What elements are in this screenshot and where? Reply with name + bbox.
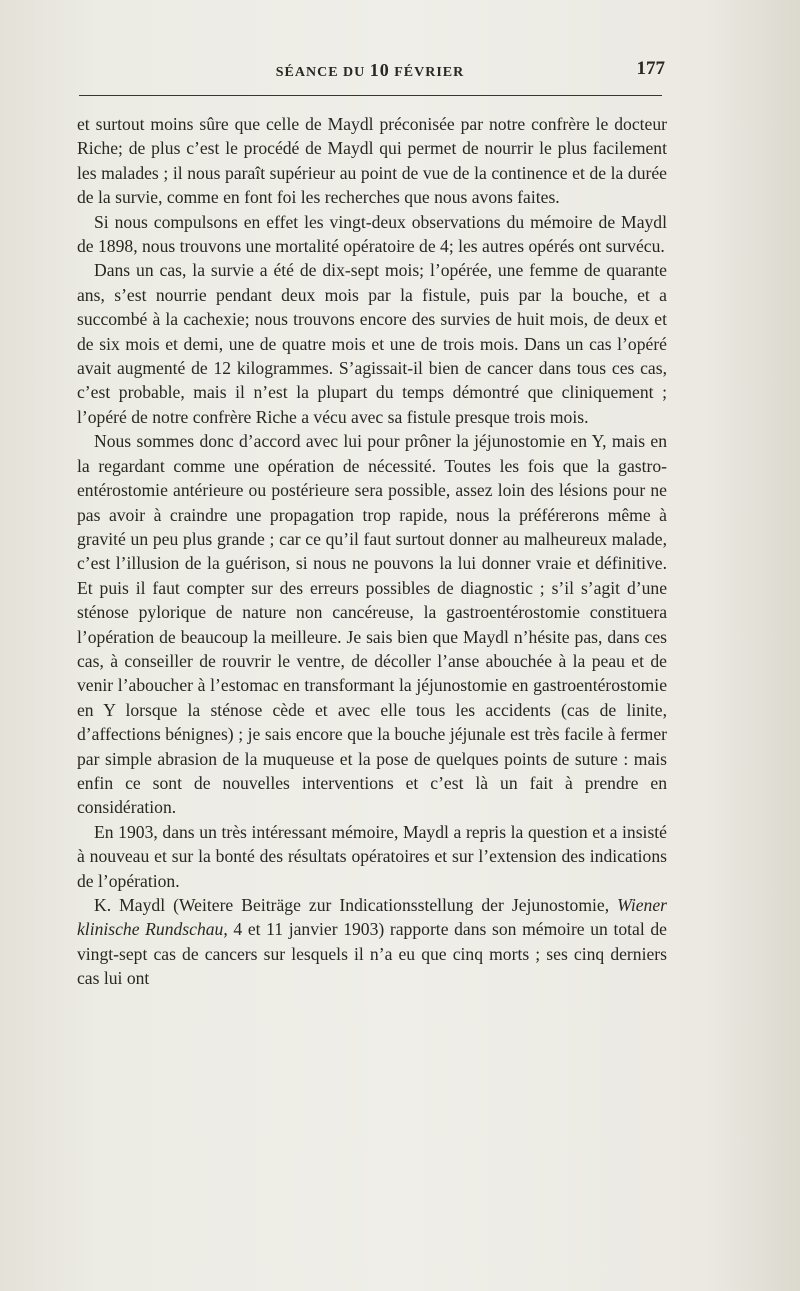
paragraph-1: et surtout moins sûre que celle de Maydl préconisée par notre confrère le docteur Riche; de plus c’est le procédé de Maydl qui permet de nourrir le plus facilement les malades ; il nous paraît supérieur au point de vue de la continence et de la durée de la survie, comme en font foi les recherches que nous avons faites.	[77, 114, 667, 208]
body-text	[77, 112, 667, 991]
paragraph-5: En 1903, dans un très intéressant mémoire, Maydl a repris la question et a insisté à nouveau et sur la bonté des résultats opératoires et sur l’extension des indications de l’opération.	[77, 821, 667, 891]
header-rule	[79, 95, 662, 96]
running-title-prefix: SÉANCE DU	[275, 65, 370, 80]
running-title	[75, 60, 665, 81]
paragraph-3: Dans un cas, la survie a été de dix-sept mois; l’opérée, une femme de quarante ans, s’est nourrie pendant deux mois par la fistule, puis par la bouche, et a succombé à la cachexie; nous trouvons encore des survies de huit mois, de deux et de six mois et demi, une de quatre mois et une de trois mois. Dans un cas l’opéré avait augmenté de 12 kilogrammes. S’agissait-il bien de cancer dans tous ces cas, c’est probable, mais il n’est la plupart du temps démontré que cliniquement ; l’opéré de notre confrère Riche a vécu avec sa fistule presque trois mois.	[77, 260, 667, 427]
paragraph-6	[77, 893, 667, 991]
paragraph-4: Nous sommes donc d’accord avec lui pour prôner la jéjunostomie en Y, mais en la regardant comme une opération de nécessité. Toutes les fois que la gastro-entérostomie antérieure ou postérieure sera possible, assez loin des lésions pour ne pas avoir à craindre une propagation trop rapide, nous la préférerons même à gravité un peu plus grande ; car ce qu’il faut surtout donner au malheureux malade, c’est l’illusion de la guérison, si nous ne pouvons la lui donner vraie et définitive. Et puis il faut compter sur des erreurs possibles de diagnostic ; s’il s’agit d’une sténose pylorique de nature non cancéreuse, la gastroentérostomie constituera l’opération de beaucoup la meilleure. Je sais bien que Maydl n’hésite pas, dans ces cas, à conseiller de rouvrir le ventre, de décoller l’anse abouchée à la peau et de venir l’aboucher à l’estomac en transformant la jéjunostomie en gastroentérostomie en Y lorsque la sténose cède et avec elle tous les accidents (cas de linite, d’affections bénignes) ; je sais encore que la bouche jéjunale est très facile à fermer par simple abrasion de la muqueuse et la pose de quelques points de suture : mais enfin ce sont de nouvelles interventions et c’est là un fait à prendre en considération.	[77, 431, 667, 818]
journal-title: Wiener klinische Rundschau	[77, 895, 667, 940]
running-head	[75, 58, 665, 82]
running-title-month: FÉVRIER	[389, 65, 465, 80]
paragraph-6-end: , 4 et 11 janvier 1903) rapporte dans son mémoire un total de vingt-sept cas de cancers sur lesquels il n’a eu que cinq morts ; ses cinq derniers cas lui ont	[77, 919, 667, 989]
running-title-day: 10	[369, 60, 390, 80]
paragraph-6-start: K. Maydl (Weitere Beiträge zur Indicationsstellung der Jejunostomie,	[94, 895, 618, 915]
page-number: 177	[636, 58, 665, 79]
paragraph-2: Si nous compulsons en effet les vingt-deux observations du mémoire de Maydl de 1898, nous trouvons une mortalité opératoire de 4; les autres opérés ont survécu.	[77, 211, 667, 257]
